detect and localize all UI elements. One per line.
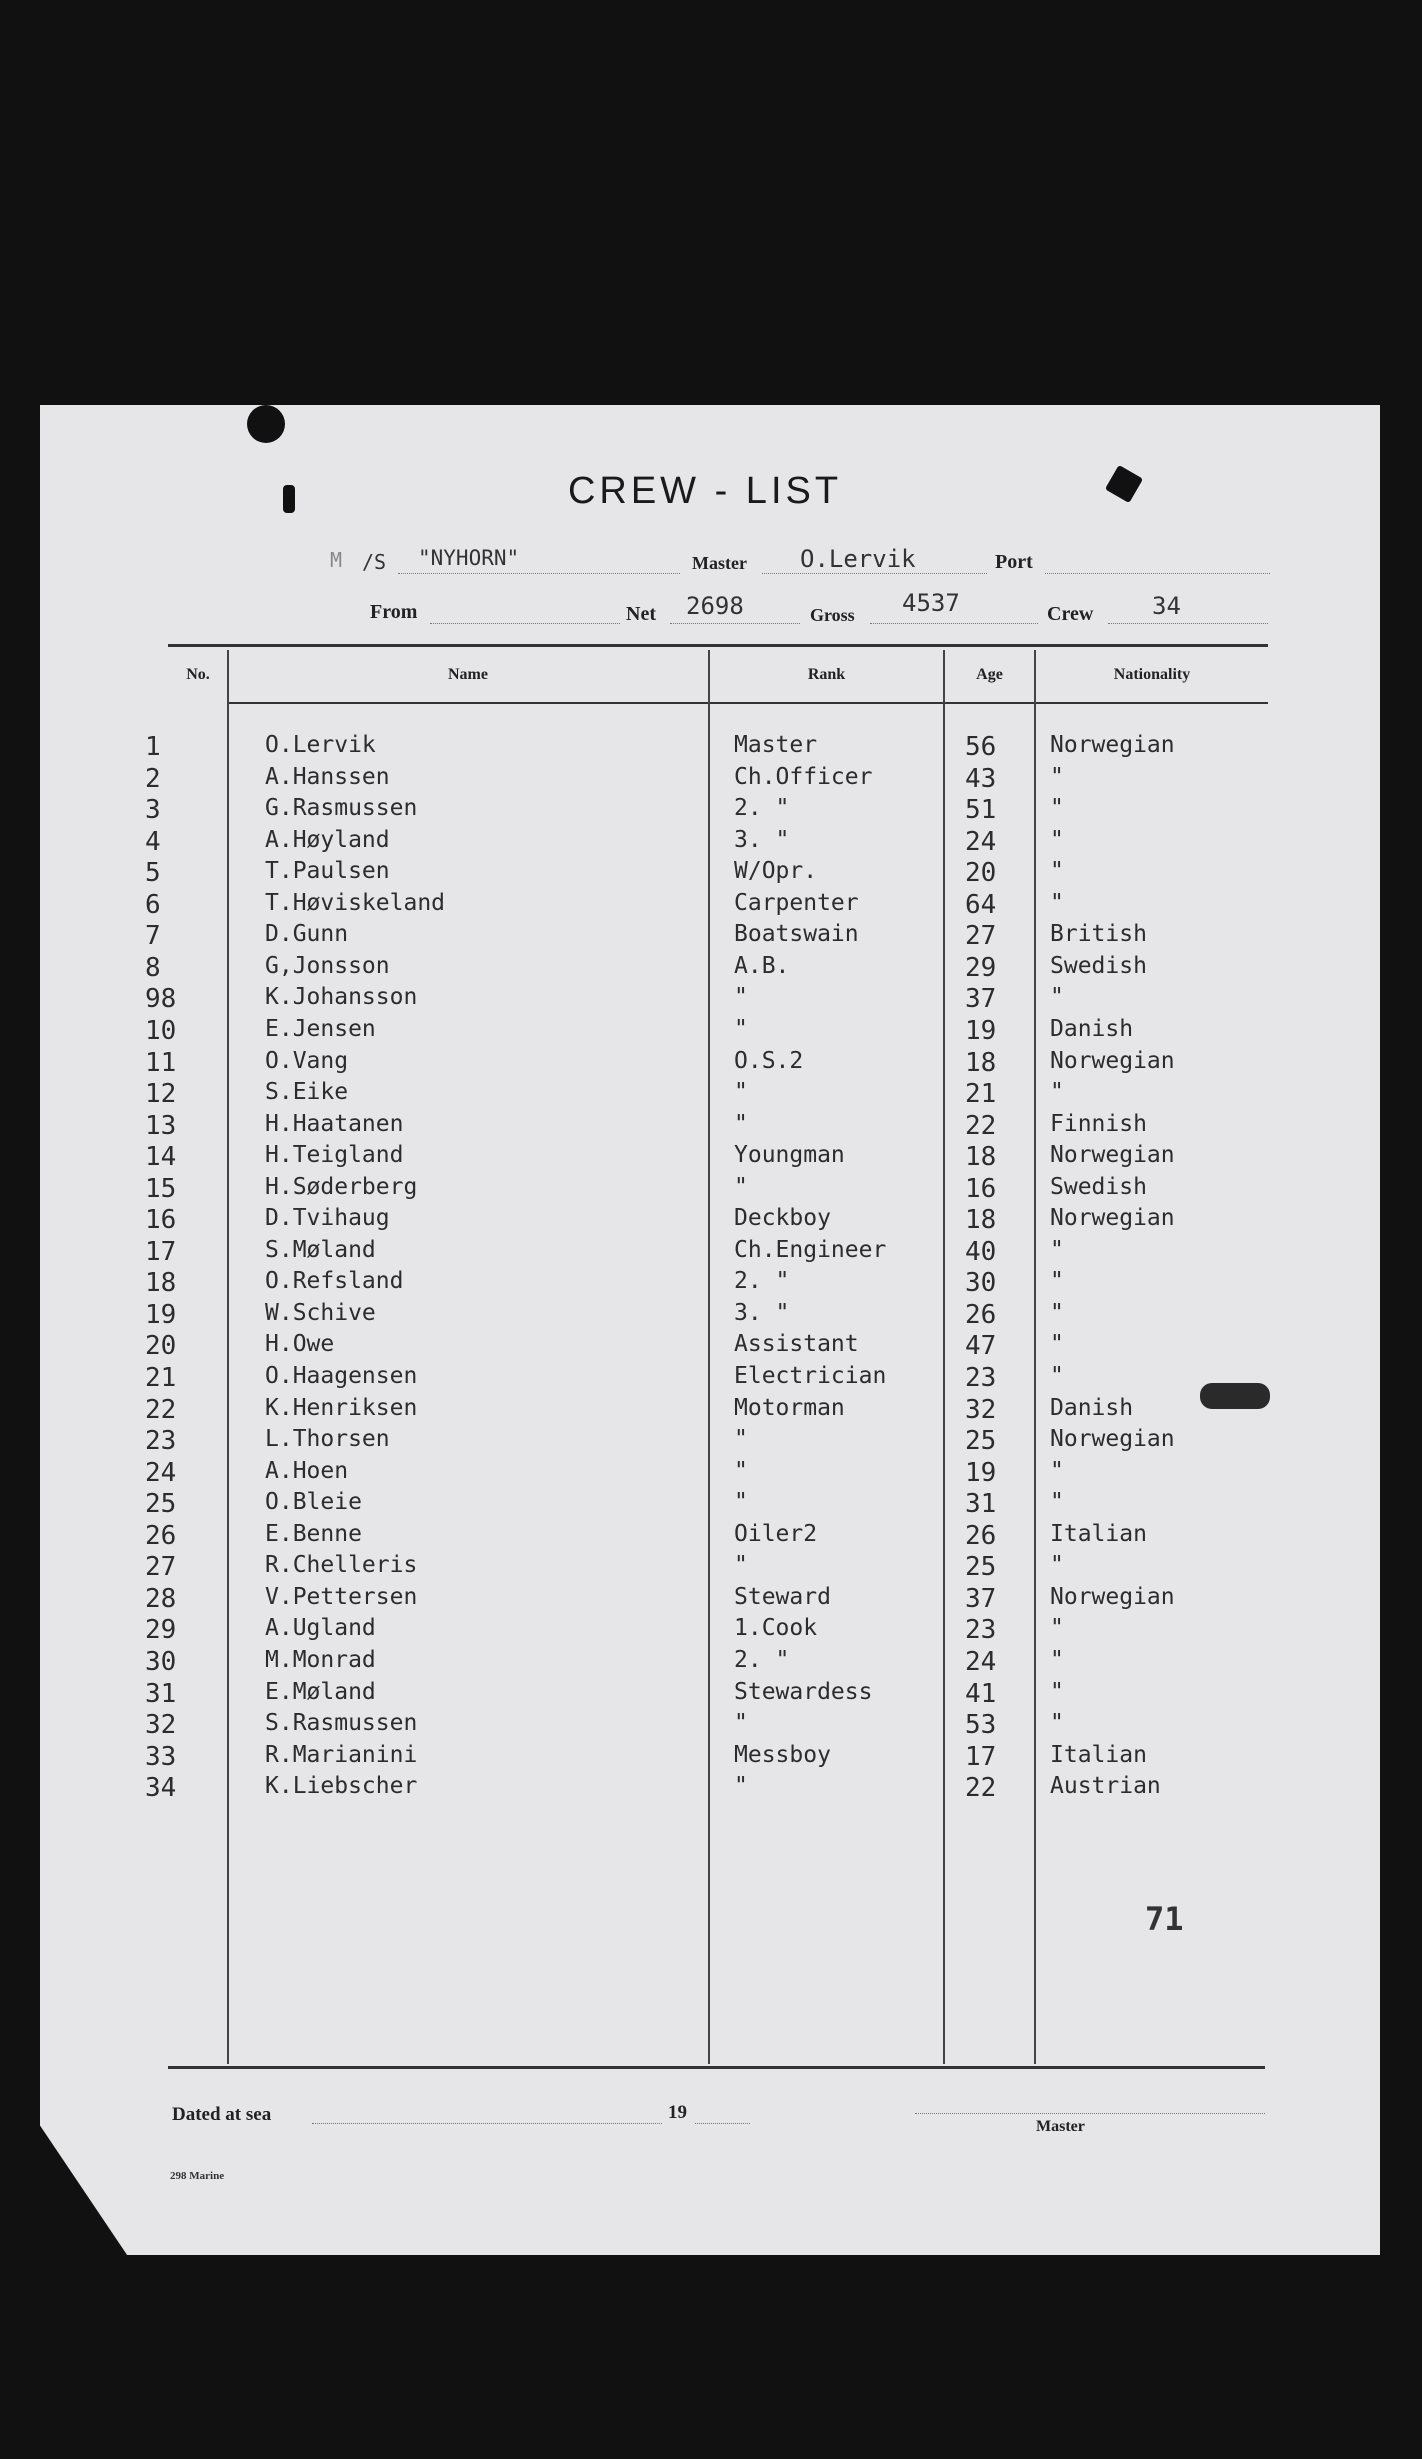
crew-rank: " bbox=[734, 1773, 748, 1800]
crew-age: 53 bbox=[965, 1710, 997, 1741]
master-signature-label: Master bbox=[1036, 2118, 1085, 2135]
crew-name: R.Chelleris bbox=[265, 1552, 418, 1579]
crew-name: O.Lervik bbox=[265, 732, 376, 758]
crew-age: 25 bbox=[965, 1552, 997, 1583]
crew-number: 5 bbox=[145, 858, 161, 889]
crew-number: 29 bbox=[145, 1615, 177, 1646]
crew-rank: Ch.Officer bbox=[734, 763, 873, 790]
table-row bbox=[0, 1742, 1422, 1773]
table-row bbox=[0, 1458, 1422, 1489]
crew-age: 40 bbox=[965, 1236, 997, 1267]
table-row bbox=[0, 1205, 1422, 1236]
crew-age: 17 bbox=[965, 1741, 997, 1772]
crew-number: 98 bbox=[145, 984, 177, 1015]
crew-name: W.Schive bbox=[265, 1299, 376, 1326]
crew-number: 3 bbox=[145, 795, 161, 826]
crew-number: 26 bbox=[145, 1520, 177, 1551]
gross-line bbox=[870, 622, 1038, 624]
crew-nationality: Italian bbox=[1050, 1520, 1147, 1547]
signature-line bbox=[915, 2112, 1265, 2114]
crew-rank: " bbox=[734, 984, 748, 1011]
crew-nationality: " bbox=[1050, 1615, 1064, 1642]
crew-nationality: " bbox=[1050, 1646, 1064, 1673]
table-row bbox=[0, 1679, 1422, 1710]
crew-number: 12 bbox=[145, 1079, 177, 1110]
column-header-name: Name bbox=[448, 666, 488, 683]
crew-age: 16 bbox=[965, 1173, 997, 1204]
crew-name: A.Ugland bbox=[265, 1615, 376, 1642]
crew-age: 25 bbox=[965, 1426, 997, 1457]
crew-rank: " bbox=[734, 1457, 748, 1484]
table-row bbox=[0, 1237, 1422, 1268]
crew-number: 32 bbox=[145, 1710, 177, 1741]
crew-age: 47 bbox=[965, 1331, 997, 1362]
crew-value: 34 bbox=[1152, 592, 1181, 620]
crew-number: 21 bbox=[145, 1363, 177, 1393]
crew-rank: 2. " bbox=[734, 795, 790, 822]
crew-number: 30 bbox=[145, 1646, 177, 1677]
crew-rank: Deckboy bbox=[734, 1205, 831, 1232]
crew-number: 10 bbox=[145, 1015, 177, 1046]
crew-rank: " bbox=[734, 1015, 748, 1042]
table-row bbox=[0, 1521, 1422, 1552]
crew-number: 16 bbox=[145, 1205, 177, 1236]
crew-name: K.Liebscher bbox=[265, 1773, 418, 1800]
table-row bbox=[0, 1552, 1422, 1583]
crew-number: 11 bbox=[145, 1047, 177, 1078]
crew-age: 20 bbox=[965, 858, 997, 889]
table-row bbox=[0, 1142, 1422, 1173]
crew-name: R.Marianini bbox=[265, 1741, 418, 1768]
crew-age: 51 bbox=[965, 795, 997, 826]
crew-nationality: Danish bbox=[1050, 1394, 1134, 1421]
table-row bbox=[0, 1016, 1422, 1047]
crew-number: 6 bbox=[145, 889, 161, 920]
crew-nationality: " bbox=[1050, 1457, 1064, 1484]
crew-number: 7 bbox=[145, 921, 161, 952]
table-row bbox=[0, 1426, 1422, 1457]
crew-nationality: Norwegian bbox=[1050, 1583, 1175, 1610]
crew-name: E.Benne bbox=[265, 1520, 362, 1547]
master-label: Master bbox=[692, 553, 747, 573]
crew-age: 26 bbox=[965, 1520, 997, 1551]
year-line bbox=[695, 2122, 750, 2124]
crew-age: 27 bbox=[965, 921, 997, 952]
crew-nationality: " bbox=[1050, 889, 1064, 916]
crew-rank: Messboy bbox=[734, 1741, 831, 1768]
crew-rank: 2. " bbox=[734, 1268, 790, 1295]
crew-number: 15 bbox=[145, 1173, 177, 1204]
crew-number: 8 bbox=[145, 952, 161, 983]
table-row bbox=[0, 732, 1422, 763]
crew-nationality: Finnish bbox=[1050, 1110, 1147, 1137]
master-value: O.Lervik bbox=[800, 545, 916, 573]
crew-number: 1 bbox=[145, 732, 161, 762]
crew-name: S.Eike bbox=[265, 1079, 349, 1106]
table-row bbox=[0, 953, 1422, 984]
crew-age: 22 bbox=[965, 1773, 997, 1804]
table-row bbox=[0, 921, 1422, 952]
table-row bbox=[0, 827, 1422, 858]
table-row bbox=[0, 795, 1422, 826]
year-label: 19 bbox=[668, 2102, 687, 2123]
gross-label: Gross bbox=[810, 605, 855, 625]
crew-name: O.Haagensen bbox=[265, 1363, 418, 1389]
crew-rank: Steward bbox=[734, 1583, 831, 1610]
crew-rank: 3. " bbox=[734, 1299, 790, 1326]
crew-age: 26 bbox=[965, 1299, 997, 1330]
table-row bbox=[0, 1268, 1422, 1299]
port-label: Port bbox=[995, 551, 1033, 573]
crew-nationality: " bbox=[1050, 1331, 1064, 1358]
crew-rank: Boatswain bbox=[734, 921, 859, 948]
crew-name: A.Høyland bbox=[265, 826, 390, 853]
crew-name: O.Vang bbox=[265, 1047, 349, 1074]
crew-name: S.Rasmussen bbox=[265, 1710, 418, 1737]
crew-age: 56 bbox=[965, 732, 997, 762]
crew-name: G.Rasmussen bbox=[265, 795, 418, 822]
table-row bbox=[0, 1331, 1422, 1362]
crew-age: 37 bbox=[965, 984, 997, 1015]
vessel-prefix-m: M bbox=[330, 548, 343, 572]
vessel-prefix-s: /S bbox=[362, 550, 387, 574]
crew-rank: " bbox=[734, 1552, 748, 1579]
table-row bbox=[0, 1489, 1422, 1520]
crew-rank: Stewardess bbox=[734, 1678, 873, 1705]
gross-value: 4537 bbox=[902, 589, 960, 617]
column-header-nationality: Nationality bbox=[1113, 666, 1191, 683]
crew-rank: A.B. bbox=[734, 952, 790, 979]
crew-number: 14 bbox=[145, 1142, 177, 1173]
crew-nationality: Italian bbox=[1050, 1741, 1147, 1768]
crew-rank: Youngman bbox=[734, 1142, 845, 1169]
crew-name: H.Haatanen bbox=[265, 1110, 404, 1137]
margin-number: 71 bbox=[1145, 1900, 1184, 1938]
table-row bbox=[0, 1111, 1422, 1142]
from-label: From bbox=[370, 601, 418, 623]
crew-age: 18 bbox=[965, 1205, 997, 1236]
punch-hole bbox=[247, 405, 285, 443]
crew-number: 31 bbox=[145, 1678, 177, 1709]
table-bottom-rule bbox=[168, 2066, 1265, 2069]
crew-name: A.Hanssen bbox=[265, 763, 390, 790]
net-value: 2698 bbox=[686, 592, 744, 620]
crew-rank: " bbox=[734, 1426, 748, 1453]
crew-rank: " bbox=[734, 1173, 748, 1200]
crew-name: L.Thorsen bbox=[265, 1426, 390, 1453]
crew-age: 31 bbox=[965, 1489, 997, 1520]
table-top-rule bbox=[168, 644, 1268, 647]
crew-rank: Carpenter bbox=[734, 889, 859, 916]
crew-rank: 1.Cook bbox=[734, 1615, 818, 1642]
crew-age: 19 bbox=[965, 1457, 997, 1488]
table-row bbox=[0, 1079, 1422, 1110]
crew-nationality: " bbox=[1050, 1236, 1064, 1263]
crew-number: 4 bbox=[145, 826, 161, 857]
from-line bbox=[430, 622, 620, 624]
crew-number: 17 bbox=[145, 1236, 177, 1267]
table-row bbox=[0, 1615, 1422, 1646]
crew-nationality: Norwegian bbox=[1050, 1047, 1175, 1074]
crew-name: E.Møland bbox=[265, 1678, 376, 1705]
crew-rank: Assistant bbox=[734, 1331, 859, 1358]
table-row bbox=[0, 858, 1422, 889]
crew-nationality: " bbox=[1050, 858, 1064, 885]
crew-number: 2 bbox=[145, 763, 161, 794]
crew-rank: Master bbox=[734, 732, 818, 758]
page-title: CREW - LIST bbox=[567, 470, 843, 512]
crew-number: 13 bbox=[145, 1110, 177, 1141]
crew-rank: " bbox=[734, 1079, 748, 1106]
crew-name: E.Jensen bbox=[265, 1015, 376, 1042]
crew-name: D.Gunn bbox=[265, 921, 349, 948]
crew-name: V.Pettersen bbox=[265, 1583, 418, 1610]
crew-label: Crew bbox=[1047, 603, 1094, 625]
crew-rank: Motorman bbox=[734, 1394, 845, 1421]
table-row bbox=[0, 890, 1422, 921]
crew-nationality: " bbox=[1050, 1710, 1064, 1737]
crew-nationality: " bbox=[1050, 1268, 1064, 1295]
crew-number: 19 bbox=[145, 1299, 177, 1330]
crew-age: 29 bbox=[965, 952, 997, 983]
crew-age: 64 bbox=[965, 889, 997, 920]
ship-name-line bbox=[398, 572, 680, 574]
crew-name: O.Refsland bbox=[265, 1268, 404, 1295]
crew-number: 24 bbox=[145, 1457, 177, 1488]
crew-age: 23 bbox=[965, 1363, 997, 1393]
table-row bbox=[0, 1048, 1422, 1079]
crew-nationality: Norwegian bbox=[1050, 1426, 1175, 1453]
crew-nationality: Norwegian bbox=[1050, 732, 1175, 758]
dated-at-sea-label: Dated at sea bbox=[172, 2104, 272, 2125]
table-row bbox=[0, 1710, 1422, 1741]
crew-nationality: Norwegian bbox=[1050, 1142, 1175, 1169]
crew-rank: O.S.2 bbox=[734, 1047, 804, 1074]
column-header-no: No. bbox=[186, 666, 210, 683]
crew-name: O.Bleie bbox=[265, 1489, 362, 1516]
table-row bbox=[0, 1647, 1422, 1678]
table-row bbox=[0, 1395, 1422, 1426]
crew-name: H.Teigland bbox=[265, 1142, 404, 1169]
column-header-age: Age bbox=[976, 666, 1003, 683]
crew-rank: W/Opr. bbox=[734, 858, 818, 885]
crew-age: 21 bbox=[965, 1079, 997, 1110]
crew-number: 34 bbox=[145, 1773, 177, 1804]
ship-name: "NYHORN" bbox=[418, 546, 520, 570]
crew-age: 43 bbox=[965, 763, 997, 794]
crew-nationality: Austrian bbox=[1050, 1773, 1161, 1800]
crew-rank: 3. " bbox=[734, 826, 790, 853]
table-row bbox=[0, 1773, 1422, 1804]
crew-nationality: " bbox=[1050, 1552, 1064, 1579]
table-row bbox=[0, 1363, 1422, 1394]
crew-age: 23 bbox=[965, 1615, 997, 1646]
crew-nationality: " bbox=[1050, 984, 1064, 1011]
crew-number: 33 bbox=[145, 1741, 177, 1772]
crew-nationality: " bbox=[1050, 763, 1064, 790]
crew-rank: " bbox=[734, 1110, 748, 1137]
crew-rank: Oiler2 bbox=[734, 1520, 818, 1547]
dated-line bbox=[312, 2122, 662, 2124]
crew-nationality: " bbox=[1050, 1678, 1064, 1705]
crew-name: H.Owe bbox=[265, 1331, 335, 1358]
crew-nationality: Swedish bbox=[1050, 952, 1147, 979]
crew-name: A.Hoen bbox=[265, 1457, 349, 1484]
crew-nationality: British bbox=[1050, 921, 1147, 948]
table-header-rule bbox=[228, 702, 1268, 704]
crew-number: 27 bbox=[145, 1552, 177, 1583]
crew-nationality: " bbox=[1050, 1489, 1064, 1516]
crew-rank: " bbox=[734, 1710, 748, 1737]
crew-nationality: Swedish bbox=[1050, 1173, 1147, 1200]
crew-name: G,Jonsson bbox=[265, 952, 390, 979]
crew-name: T.Høviskeland bbox=[265, 889, 446, 916]
master-line bbox=[762, 572, 987, 574]
crew-age: 24 bbox=[965, 1646, 997, 1677]
crew-nationality: Norwegian bbox=[1050, 1205, 1175, 1232]
crew-number: 23 bbox=[145, 1426, 177, 1457]
crew-age: 41 bbox=[965, 1678, 997, 1709]
crew-rank: Ch.Engineer bbox=[734, 1236, 887, 1263]
crew-name: H.Søderberg bbox=[265, 1173, 418, 1200]
crew-age: 18 bbox=[965, 1142, 997, 1173]
crew-nationality: " bbox=[1050, 1079, 1064, 1106]
crew-age: 32 bbox=[965, 1394, 997, 1425]
crew-line bbox=[1108, 622, 1268, 624]
crew-rank: 2. " bbox=[734, 1646, 790, 1673]
crew-age: 37 bbox=[965, 1583, 997, 1614]
crew-name: T.Paulsen bbox=[265, 858, 390, 885]
crew-nationality: " bbox=[1050, 826, 1064, 853]
table-row bbox=[0, 1174, 1422, 1205]
crew-name: D.Tvihaug bbox=[265, 1205, 390, 1232]
crew-number: 20 bbox=[145, 1331, 177, 1362]
table-row bbox=[0, 1584, 1422, 1615]
column-header-rank: Rank bbox=[807, 666, 846, 683]
crew-rank: Electrician bbox=[734, 1363, 887, 1389]
net-label: Net bbox=[626, 603, 656, 625]
crew-age: 24 bbox=[965, 826, 997, 857]
table-row bbox=[0, 984, 1422, 1015]
crew-name: K.Henriksen bbox=[265, 1394, 418, 1421]
port-line bbox=[1045, 572, 1270, 574]
form-number: 298 Marine bbox=[170, 2170, 225, 2182]
net-line bbox=[670, 622, 800, 624]
crew-number: 22 bbox=[145, 1394, 177, 1425]
crew-number: 28 bbox=[145, 1583, 177, 1614]
crew-age: 30 bbox=[965, 1268, 997, 1299]
crew-nationality: " bbox=[1050, 795, 1064, 822]
crew-name: K.Johansson bbox=[265, 984, 418, 1011]
crew-number: 18 bbox=[145, 1268, 177, 1299]
crew-age: 22 bbox=[965, 1110, 997, 1141]
crew-nationality: " bbox=[1050, 1363, 1064, 1389]
crew-nationality: Danish bbox=[1050, 1015, 1134, 1042]
crew-nationality: " bbox=[1050, 1299, 1064, 1326]
crew-name: S.Møland bbox=[265, 1236, 376, 1263]
table-row bbox=[0, 764, 1422, 795]
crew-number: 25 bbox=[145, 1489, 177, 1520]
crew-age: 19 bbox=[965, 1015, 997, 1046]
crew-name: M.Monrad bbox=[265, 1646, 376, 1673]
ink-mark bbox=[283, 485, 295, 513]
crew-rank: " bbox=[734, 1489, 748, 1516]
crew-age: 18 bbox=[965, 1047, 997, 1078]
table-row bbox=[0, 1300, 1422, 1331]
